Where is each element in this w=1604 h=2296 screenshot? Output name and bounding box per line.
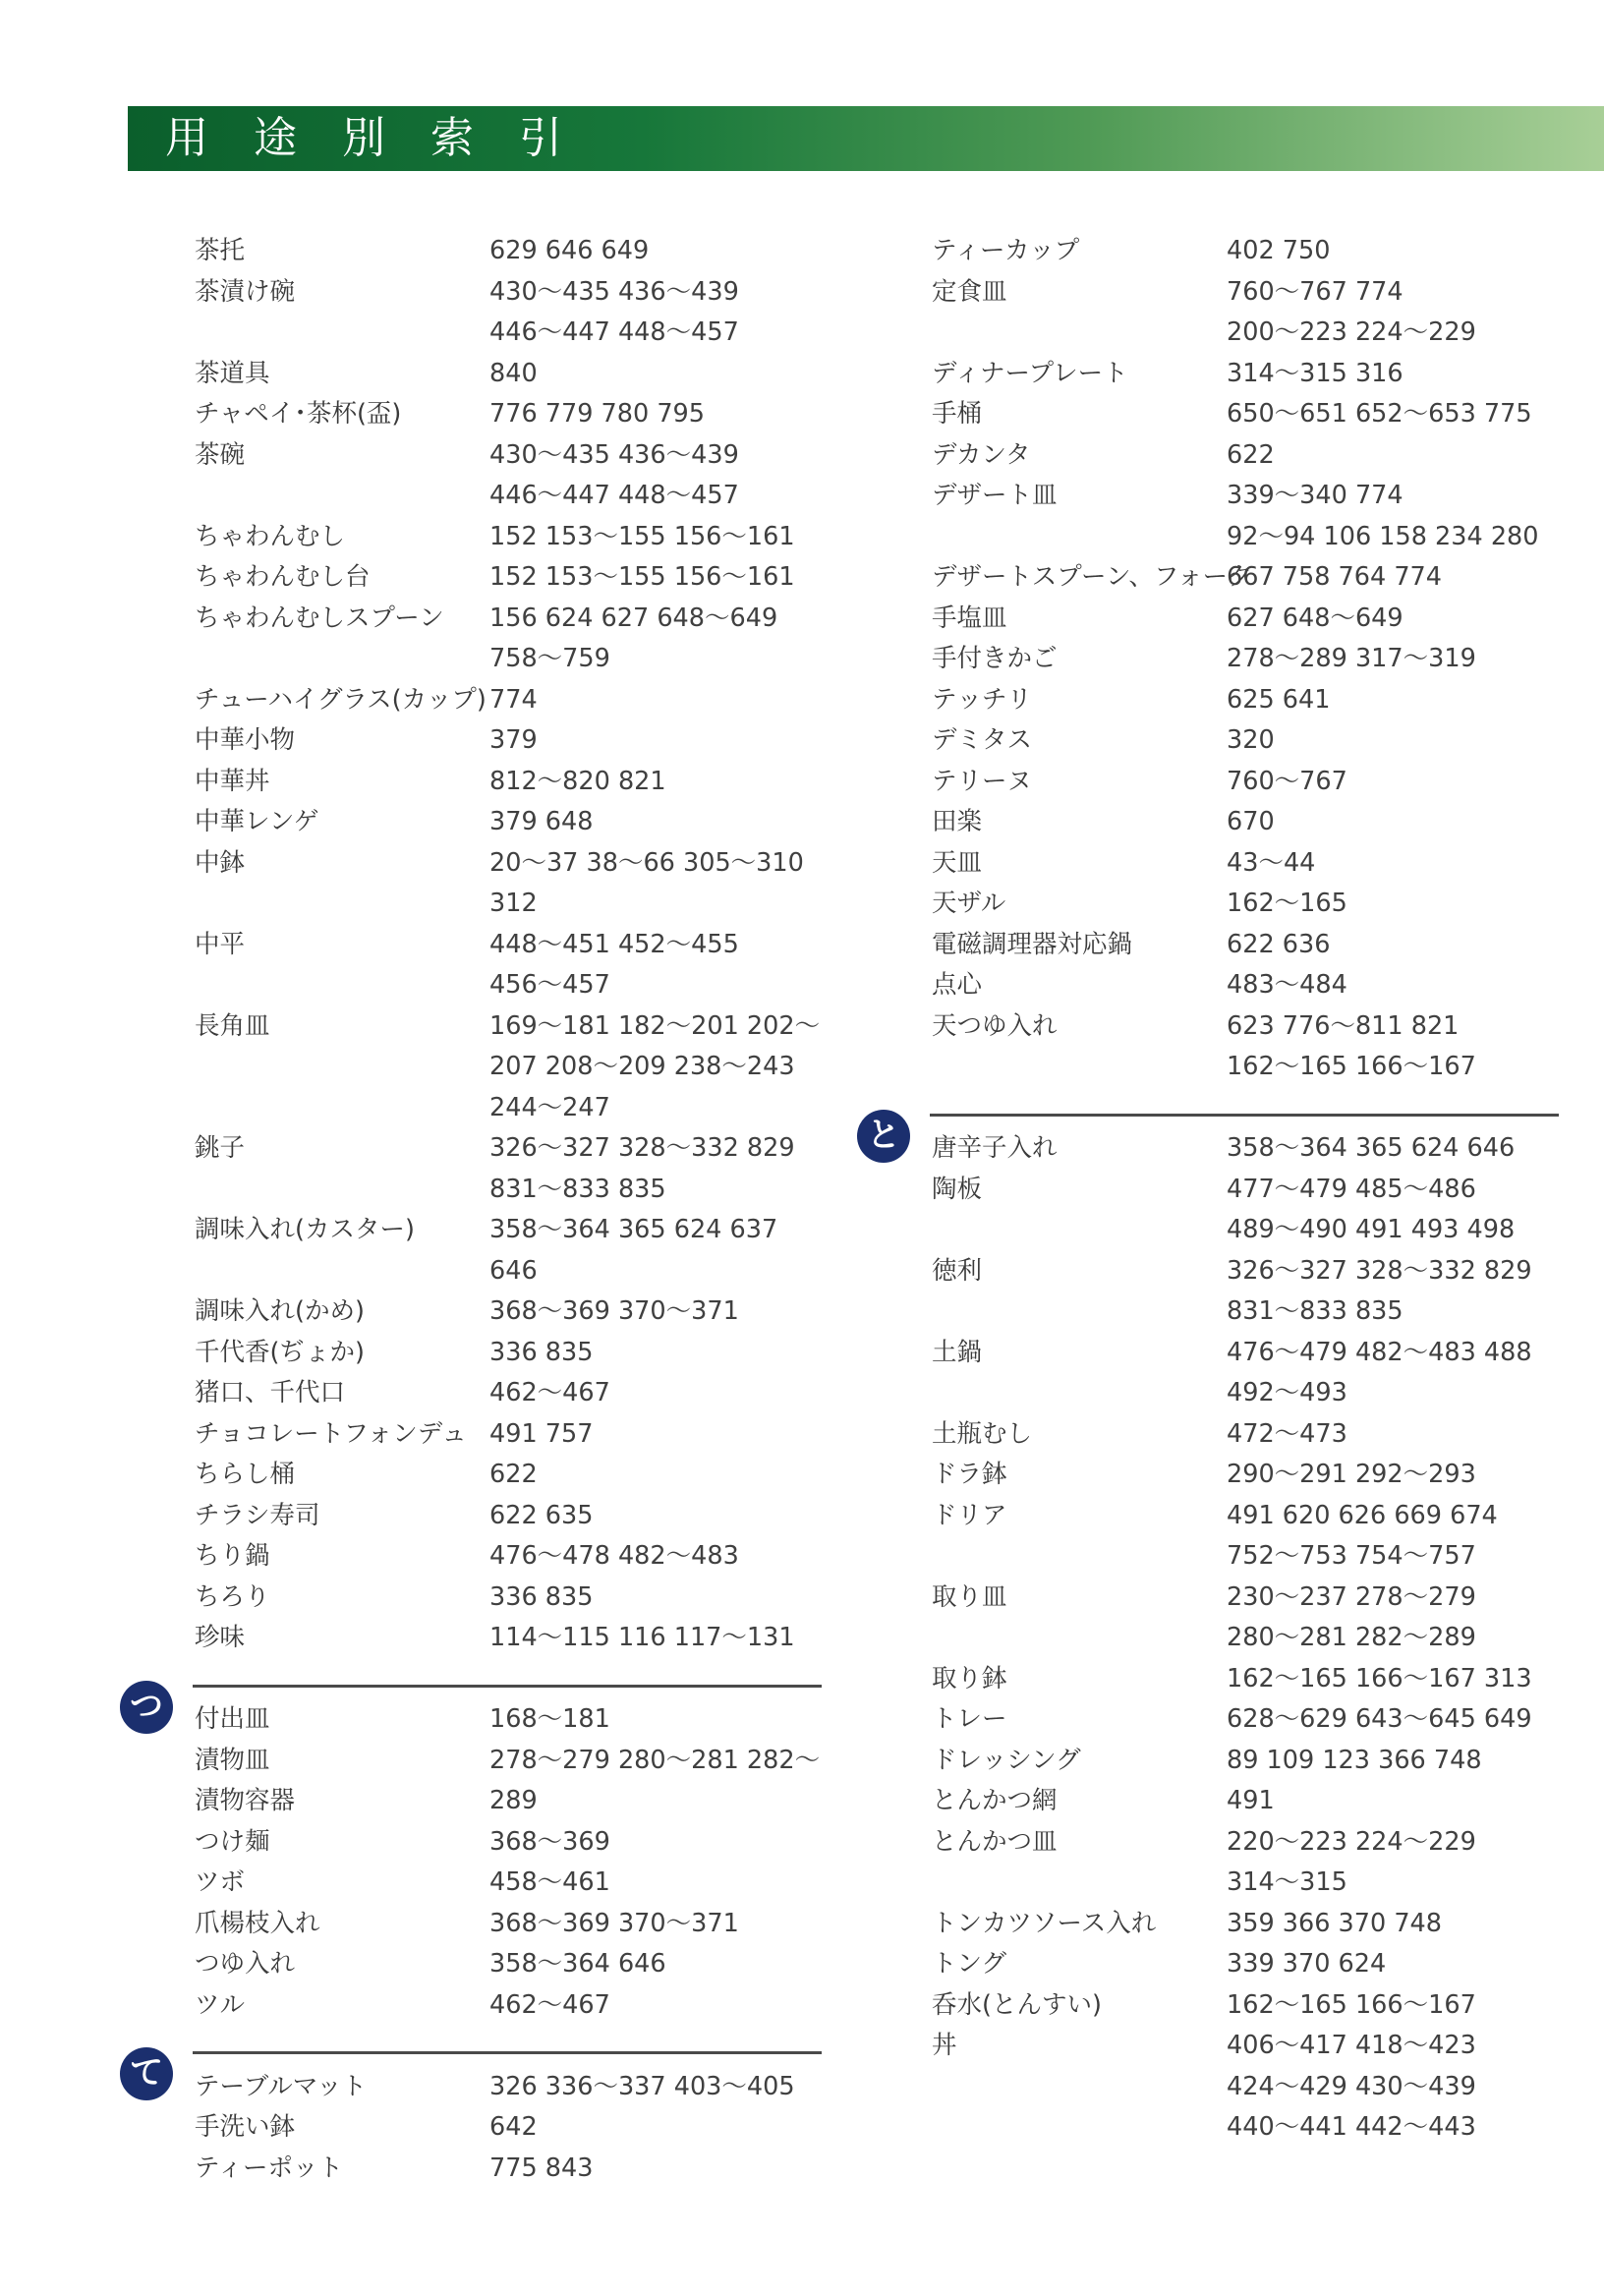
index-entry <box>195 1618 824 1659</box>
index-term: 中華小物 <box>195 725 296 755</box>
page-numbers: 424〜429 430〜439 <box>1227 2071 1476 2101</box>
index-term: デミタス <box>932 725 1033 755</box>
index-entry <box>195 272 824 314</box>
index-entry <box>195 1863 824 1904</box>
index-entry <box>195 557 824 599</box>
index-entry <box>932 1006 1561 1048</box>
index-term: ツル <box>195 1989 246 2020</box>
index-term: 定食皿 <box>932 276 1007 307</box>
page-numbers: 492〜493 <box>1227 1378 1347 1407</box>
index-entry <box>932 1333 1561 1374</box>
page-numbers: 446〜447 448〜457 <box>489 317 739 347</box>
page-numbers: 320 <box>1227 725 1275 755</box>
page-numbers: 440〜441 442〜443 <box>1227 2112 1476 2142</box>
index-term: 手洗い鉢 <box>195 2112 296 2142</box>
index-entry <box>195 802 824 843</box>
index-entry <box>195 599 824 640</box>
page-numbers: 280〜281 282〜289 <box>1227 1623 1476 1652</box>
index-entry <box>195 843 824 885</box>
index-term: 茶漬け碗 <box>195 276 296 307</box>
index-term: 取り鉢 <box>932 1663 1007 1693</box>
index-term: 手付きかご <box>932 644 1058 673</box>
index-term: 千代香(ぢょか) <box>195 1337 365 1367</box>
page-numbers: 625 641 <box>1227 684 1331 715</box>
index-term: テリーヌ <box>932 766 1033 796</box>
page-numbers: 162〜165 166〜167 313 <box>1227 1663 1532 1693</box>
page-numbers: 339 370 624 <box>1227 1949 1387 1979</box>
index-term: ドラ鉢 <box>932 1460 1007 1489</box>
page-numbers: 456〜457 <box>489 970 610 1000</box>
index-entry <box>932 1496 1561 1537</box>
index-term: テッチリ <box>932 684 1033 715</box>
index-term: 呑水(とんすい) <box>932 1989 1102 2020</box>
index-entry <box>932 1414 1561 1456</box>
index-entry <box>195 517 824 558</box>
index-entry <box>195 1578 824 1619</box>
index-term: デカンタ <box>932 439 1031 470</box>
index-term: 爪楊枝入れ <box>195 1908 320 1938</box>
index-entry <box>932 1618 1561 1659</box>
index-term: 茶道具 <box>195 358 270 388</box>
page-numbers: 339〜340 774 <box>1227 481 1404 510</box>
index-term: 長角皿 <box>195 1010 270 1041</box>
page-numbers: 483〜484 <box>1227 970 1347 1000</box>
index-entry <box>932 680 1561 721</box>
index-term: 付出皿 <box>195 1704 270 1734</box>
index-entry <box>932 1128 1561 1170</box>
page-numbers: 289 <box>489 1786 538 1815</box>
index-entry <box>195 762 824 803</box>
divider-rule <box>193 2051 822 2054</box>
page-numbers: 379 648 <box>489 807 594 836</box>
index-entry <box>932 2067 1561 2108</box>
page-numbers: 462〜467 <box>489 1378 610 1407</box>
page-numbers: 406〜417 418〜423 <box>1227 2031 1476 2060</box>
index-entry <box>195 1333 824 1374</box>
index-entry <box>195 313 824 354</box>
index-entry <box>932 313 1561 354</box>
index-term: 手桶 <box>932 399 983 429</box>
kana-section-badge: て <box>120 2047 173 2100</box>
index-term: つゆ入れ <box>195 1949 296 1979</box>
index-entry <box>932 762 1561 803</box>
page-numbers: 326〜327 328〜332 829 <box>1227 1255 1532 1286</box>
page-numbers: 368〜369 <box>489 1826 610 1857</box>
index-entry <box>195 1699 824 1741</box>
index-term: ちろり <box>195 1581 270 1612</box>
index-term: 土瓶むし <box>932 1418 1033 1449</box>
page-numbers: 812〜820 821 <box>489 766 666 796</box>
page-numbers: 491 620 626 669 674 <box>1227 1500 1498 1530</box>
index-entry <box>195 1047 824 1088</box>
index-term: ちゃわんむし <box>195 521 346 551</box>
page-numbers: 840 <box>489 358 538 388</box>
index-term: ちり鍋 <box>195 1541 270 1571</box>
index-term: 中華丼 <box>195 766 270 796</box>
page-numbers: 207 208〜209 238〜243 <box>489 1052 795 1081</box>
index-entry <box>932 272 1561 314</box>
index-term: 土鍋 <box>932 1337 983 1367</box>
page-numbers: 629 646 649 <box>489 236 650 265</box>
index-term: 取り皿 <box>932 1581 1007 1612</box>
index-entry <box>932 1863 1561 1904</box>
page-numbers: 200〜223 224〜229 <box>1227 317 1476 347</box>
index-entry <box>932 1251 1561 1292</box>
page-numbers: 623 776〜811 821 <box>1227 1010 1460 1041</box>
index-entry <box>932 557 1561 599</box>
page-numbers: 358〜364 365 624 637 <box>489 1215 778 1244</box>
index-term: 銚子 <box>195 1133 246 1163</box>
index-term: 唐辛子入れ <box>932 1133 1058 1163</box>
page-numbers: 776 779 780 795 <box>489 399 706 429</box>
index-entry <box>932 1455 1561 1496</box>
index-entry <box>932 599 1561 640</box>
page-numbers: 774 <box>489 684 538 715</box>
index-entry <box>195 965 824 1006</box>
kana-section-badge: つ <box>120 1681 173 1734</box>
index-term: つけ麺 <box>195 1826 270 1857</box>
page-numbers: 220〜223 224〜229 <box>1227 1826 1476 1857</box>
index-term: ちゃわんむし台 <box>195 562 371 592</box>
index-term: 茶托 <box>195 236 246 265</box>
index-entry <box>195 1985 824 2027</box>
page-numbers: 448〜451 452〜455 <box>489 929 739 959</box>
index-term: ツボ <box>195 1867 246 1897</box>
index-term: 調味入れ(カスター) <box>195 1215 415 1244</box>
page-numbers: 278〜289 317〜319 <box>1227 644 1476 673</box>
index-entry <box>195 1088 824 1129</box>
page-numbers: 169〜181 182〜201 202〜 <box>489 1010 821 1041</box>
page-numbers: 379 <box>489 725 538 755</box>
page-numbers: 642 <box>489 2112 538 2142</box>
kana-section-badge: と <box>857 1110 910 1163</box>
index-term: 珍味 <box>195 1623 246 1652</box>
page-numbers: 430〜435 436〜439 <box>489 439 739 470</box>
page-numbers: 336 835 <box>489 1581 594 1612</box>
index-term: ちらし桶 <box>195 1460 296 1489</box>
page-numbers: 462〜467 <box>489 1989 610 2020</box>
index-entry <box>932 1373 1561 1414</box>
index-entry <box>932 802 1561 843</box>
page-numbers: 472〜473 <box>1227 1418 1347 1449</box>
page-numbers: 312 <box>489 889 538 918</box>
index-entry <box>195 1781 824 1822</box>
index-term: 漬物容器 <box>195 1786 296 1815</box>
index-term: チョコレートフォンデュ <box>195 1418 467 1449</box>
page-numbers: 359 366 370 748 <box>1227 1908 1443 1938</box>
index-entry <box>195 1292 824 1333</box>
index-entry <box>932 1578 1561 1619</box>
index-term: 陶板 <box>932 1174 983 1204</box>
page-numbers: 628〜629 643〜645 649 <box>1227 1704 1532 1734</box>
index-term: 天ザル <box>932 889 1006 918</box>
index-entry <box>932 720 1561 762</box>
index-term: トング <box>932 1949 1006 1979</box>
page-numbers: 477〜479 485〜486 <box>1227 1174 1476 1204</box>
page-numbers: 622 <box>1227 439 1275 470</box>
index-column-left <box>130 231 824 2189</box>
index-entry <box>932 231 1561 272</box>
index-term: トレー <box>932 1704 1007 1734</box>
index-entry <box>195 1210 824 1251</box>
index-term: 茶碗 <box>195 439 246 470</box>
index-term: ドレッシング <box>932 1745 1081 1775</box>
index-entry <box>195 1822 824 1864</box>
index-entry <box>932 925 1561 966</box>
index-entry <box>932 965 1561 1006</box>
index-entry <box>195 720 824 762</box>
page-numbers: 476〜479 482〜483 488 <box>1227 1337 1532 1367</box>
page-numbers: 326〜327 328〜332 829 <box>489 1133 795 1163</box>
index-term: デザートスプーン、フォーク <box>932 562 1253 592</box>
index-term: デザート皿 <box>932 481 1058 510</box>
index-term: ドリア <box>932 1500 1007 1530</box>
index-term: 手塩皿 <box>932 603 1007 633</box>
index-term: 漬物皿 <box>195 1745 270 1775</box>
index-entry <box>195 680 824 721</box>
page-numbers: 152 153〜155 156〜161 <box>489 521 795 551</box>
index-entry <box>932 435 1561 477</box>
index-entry <box>932 1781 1561 1822</box>
index-entry <box>195 476 824 517</box>
index-entry <box>932 1985 1561 2027</box>
index-term: テーブルマット <box>195 2071 368 2101</box>
page-numbers: 314〜315 <box>1227 1867 1347 1897</box>
index-entry <box>932 1536 1561 1578</box>
index-term: 中華レンゲ <box>195 807 319 836</box>
index-entry <box>932 843 1561 885</box>
index-entry <box>932 354 1561 395</box>
page-numbers: 831〜833 835 <box>1227 1296 1404 1326</box>
page-numbers: 446〜447 448〜457 <box>489 481 739 510</box>
index-term: 丼 <box>932 2031 957 2060</box>
page-numbers: 760〜767 774 <box>1227 276 1404 307</box>
page-numbers: 775 843 <box>489 2152 594 2183</box>
index-term: トンカツソース入れ <box>932 1908 1157 1938</box>
page-numbers: 244〜247 <box>489 1092 610 1122</box>
page-numbers: 92〜94 106 158 234 280 <box>1227 521 1539 551</box>
index-entry <box>932 639 1561 680</box>
page-numbers: 278〜279 280〜281 282〜 <box>489 1745 821 1775</box>
page-numbers: 646 <box>489 1255 538 1286</box>
index-entry <box>195 394 824 435</box>
index-term: ティーポット <box>195 2152 343 2183</box>
index-entry <box>932 1210 1561 1251</box>
page-numbers: 89 109 123 366 748 <box>1227 1745 1482 1775</box>
page-numbers: 489〜490 491 493 498 <box>1227 1215 1516 1244</box>
page-numbers: 336 835 <box>489 1337 594 1367</box>
index-term: チャペイ･茶杯(盃) <box>195 399 402 429</box>
index-entry <box>932 476 1561 517</box>
index-entry <box>932 1047 1561 1088</box>
index-entry <box>932 1904 1561 1945</box>
index-term: 中鉢 <box>195 847 246 878</box>
index-term: 天皿 <box>932 847 983 878</box>
index-entry <box>932 517 1561 558</box>
index-entry <box>932 1292 1561 1333</box>
index-entry <box>195 1904 824 1945</box>
page-numbers: 752〜753 754〜757 <box>1227 1541 1476 1571</box>
page-numbers: 162〜165 <box>1227 889 1347 918</box>
page-numbers: 670 <box>1227 807 1275 836</box>
page-numbers: 667 758 764 774 <box>1227 562 1443 592</box>
index-entry <box>932 1741 1561 1782</box>
page-title: 用途別索引 <box>165 113 607 163</box>
index-entry <box>932 1944 1561 1985</box>
page-numbers: 650〜651 652〜653 775 <box>1227 399 1532 429</box>
page-numbers: 162〜165 166〜167 <box>1227 1989 1476 2020</box>
index-entry <box>932 394 1561 435</box>
index-entry <box>195 925 824 966</box>
index-entry <box>195 231 824 272</box>
page-numbers: 358〜364 646 <box>489 1949 666 1979</box>
page-numbers: 627 648〜649 <box>1227 603 1404 633</box>
index-entry <box>932 884 1561 925</box>
index-term: とんかつ網 <box>932 1786 1058 1815</box>
index-entry <box>195 1741 824 1782</box>
index-entry <box>195 1170 824 1211</box>
index-entry <box>932 1170 1561 1211</box>
index-entry <box>932 1659 1561 1700</box>
index-entry <box>932 1699 1561 1741</box>
index-term: ティーカップ <box>932 236 1080 265</box>
page-numbers: 402 750 <box>1227 236 1331 265</box>
index-entry <box>195 1373 824 1414</box>
page-numbers: 368〜369 370〜371 <box>489 1908 739 1938</box>
divider-rule <box>930 1114 1559 1117</box>
page-numbers: 290〜291 292〜293 <box>1227 1460 1476 1489</box>
index-entry <box>195 1414 824 1456</box>
page-numbers: 162〜165 166〜167 <box>1227 1052 1476 1081</box>
index-entry <box>195 2067 824 2108</box>
index-entry <box>195 354 824 395</box>
index-entry <box>195 639 824 680</box>
section-header-bar <box>128 106 1604 171</box>
page-numbers: 430〜435 436〜439 <box>489 276 739 307</box>
page-numbers: 368〜369 370〜371 <box>489 1296 739 1326</box>
index-entry <box>195 435 824 477</box>
page-numbers: 831〜833 835 <box>489 1174 666 1204</box>
page-numbers: 622 636 <box>1227 929 1331 959</box>
page-numbers: 43〜44 <box>1227 847 1316 878</box>
index-term: とんかつ皿 <box>932 1826 1058 1857</box>
index-term: 電磁調理器対応鍋 <box>932 929 1133 959</box>
index-term: 徳利 <box>932 1255 983 1286</box>
page-numbers: 760〜767 <box>1227 766 1347 796</box>
index-entry <box>195 1455 824 1496</box>
index-column-right <box>867 231 1561 2149</box>
index-term: 天つゆ入れ <box>932 1010 1058 1041</box>
page-numbers: 326 336〜337 403〜405 <box>489 2071 795 2101</box>
page-numbers: 491 757 <box>489 1418 594 1449</box>
page-numbers: 358〜364 365 624 646 <box>1227 1133 1516 1163</box>
index-entry <box>932 2107 1561 2149</box>
index-term: 調味入れ(かめ) <box>195 1296 365 1326</box>
page-numbers: 314〜315 316 <box>1227 358 1404 388</box>
page-numbers: 476〜478 482〜483 <box>489 1541 739 1571</box>
index-entry <box>932 1822 1561 1864</box>
page-numbers: 758〜759 <box>489 644 610 673</box>
index-entry <box>195 1496 824 1537</box>
divider-rule <box>193 1685 822 1688</box>
index-entry <box>195 2107 824 2149</box>
page-numbers: 622 <box>489 1460 538 1489</box>
page-numbers: 20〜37 38〜66 305〜310 <box>489 847 804 878</box>
page-numbers: 622 635 <box>489 1500 594 1530</box>
index-term: チューハイグラス(カップ) <box>195 684 487 715</box>
index-term: ちゃわんむしスプーン <box>195 603 444 633</box>
page-numbers: 156 624 627 648〜649 <box>489 603 778 633</box>
page-numbers: 458〜461 <box>489 1867 610 1897</box>
index-entry <box>195 1251 824 1292</box>
index-term: チラシ寿司 <box>195 1500 320 1530</box>
index-entry <box>195 1536 824 1578</box>
index-entry <box>195 1128 824 1170</box>
page-numbers: 114〜115 116 117〜131 <box>489 1623 795 1652</box>
page-numbers: 491 <box>1227 1786 1275 1815</box>
index-entry <box>195 2149 824 2190</box>
index-entry <box>195 1006 824 1048</box>
index-term: 猪口、千代口 <box>195 1378 346 1407</box>
index-term: 点心 <box>932 970 983 1000</box>
page-numbers: 230〜237 278〜279 <box>1227 1581 1476 1612</box>
page-numbers: 152 153〜155 156〜161 <box>489 562 795 592</box>
index-term: 中平 <box>195 929 246 959</box>
page-numbers: 168〜181 <box>489 1704 610 1734</box>
index-entry <box>195 884 824 925</box>
index-entry <box>932 2026 1561 2067</box>
index-term: 田楽 <box>932 807 983 836</box>
index-entry <box>195 1944 824 1985</box>
index-term: ディナープレート <box>932 358 1128 388</box>
